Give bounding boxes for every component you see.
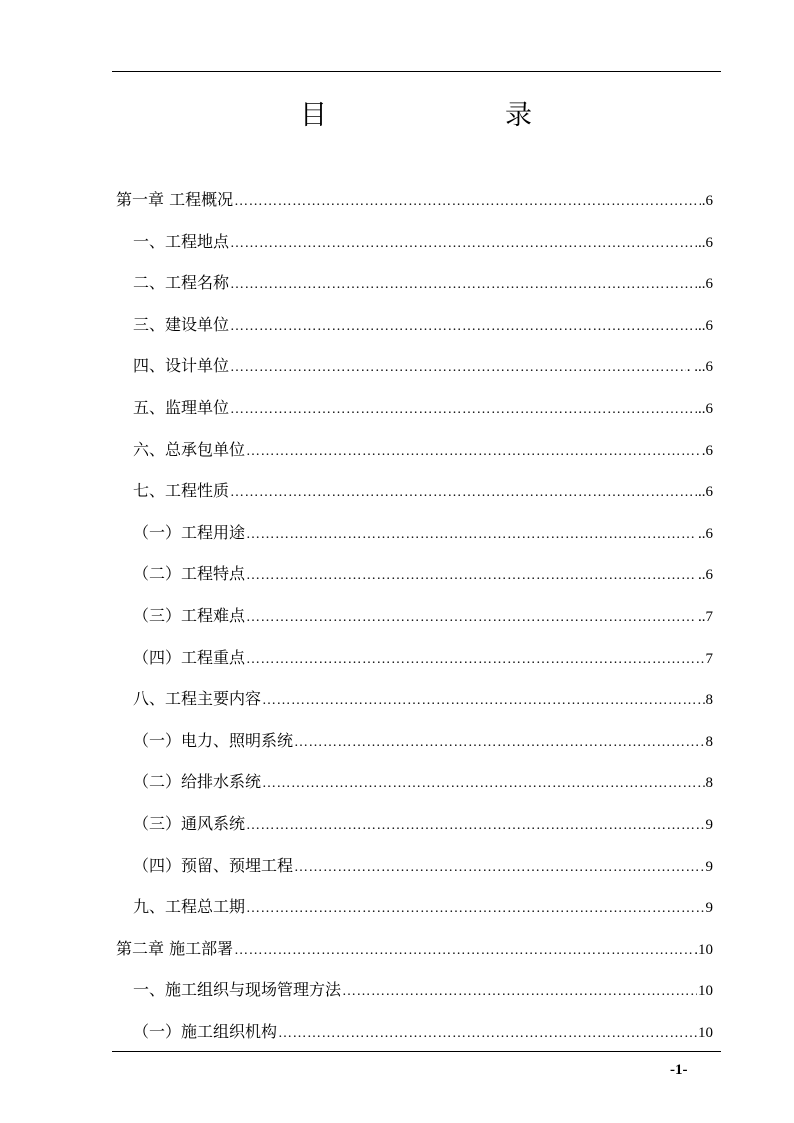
toc-entry[interactable] <box>133 604 713 628</box>
toc-entry-page: .6 <box>701 443 713 459</box>
toc-dot-leader <box>246 440 701 464</box>
toc-dot-leader <box>246 523 697 547</box>
toc-entry-title: 七、工程性质 <box>133 481 230 500</box>
toc-dot-leader <box>262 772 704 796</box>
toc-entry-page: .6 <box>701 193 713 209</box>
toc-entry[interactable] <box>133 479 713 503</box>
toc-entry-page: 8 <box>705 775 713 791</box>
toc-dot-leader <box>230 398 697 422</box>
toc-entry-page: ..7 <box>698 609 713 625</box>
toc-entry-title: 第二章 施工部署 <box>116 939 234 958</box>
toc-entry-page: .10 <box>694 942 713 958</box>
toc-dot-leader <box>230 356 686 380</box>
toc-dot-leader <box>342 980 697 1004</box>
toc-entry-title: （一）工程用途 <box>133 523 246 542</box>
toc-entry[interactable] <box>133 978 713 1002</box>
toc-dot-leader <box>246 648 704 672</box>
toc-dot-leader <box>246 814 704 838</box>
toc-entry-title: （一）施工组织机构 <box>133 1022 278 1041</box>
toc-entry[interactable] <box>133 854 713 878</box>
toc-entry[interactable] <box>133 646 713 670</box>
toc-dot-leader <box>234 939 693 963</box>
footer-rule <box>112 1051 721 1052</box>
toc-entry[interactable] <box>133 230 713 254</box>
toc-entry-page: ..6 <box>698 526 713 542</box>
toc-entry-title: 九、工程总工期 <box>133 897 246 916</box>
toc-entry[interactable] <box>133 354 713 378</box>
toc-entry-page: . ...6 <box>686 359 713 375</box>
toc-entry-page: ..6 <box>698 318 713 334</box>
toc-entry[interactable] <box>116 188 713 212</box>
toc-entry-title: 一、施工组织与现场管理方法 <box>133 980 342 999</box>
toc-dot-leader <box>246 897 704 921</box>
toc-dot-leader <box>234 190 701 214</box>
toc-entry-title: 第一章 工程概况 <box>116 190 234 209</box>
toc-entry-page: ..6 <box>698 567 713 583</box>
toc-dot-leader <box>246 606 697 630</box>
toc-dot-leader <box>294 856 704 880</box>
toc-entry-title: 六、总承包单位 <box>133 440 246 459</box>
toc-entry-title: 三、建设单位 <box>133 315 230 334</box>
toc-entry-page: 7 <box>705 651 713 667</box>
toc-dot-leader <box>230 232 697 256</box>
toc-entry-page: ..6 <box>698 484 713 500</box>
toc-dot-leader <box>230 273 697 297</box>
toc-entry-title: 八、工程主要内容 <box>133 689 262 708</box>
toc-entry-title: 五、监理单位 <box>133 398 230 417</box>
toc-entry-page: 8 <box>705 734 713 750</box>
toc-entry[interactable] <box>133 812 713 836</box>
toc-entry[interactable] <box>133 562 713 586</box>
toc-dot-leader <box>230 481 697 505</box>
toc-entry[interactable] <box>133 687 713 711</box>
toc-entry[interactable] <box>133 1020 713 1044</box>
toc-entry-page: 9 <box>705 817 713 833</box>
toc-entry[interactable] <box>133 521 713 545</box>
toc-dot-leader <box>262 689 704 713</box>
toc-entry[interactable] <box>133 396 713 420</box>
toc-entry-title: （三）通风系统 <box>133 814 246 833</box>
toc-entry-title: （一）电力、照明系统 <box>133 731 294 750</box>
toc-entry[interactable] <box>133 895 713 919</box>
toc-entry[interactable] <box>133 438 713 462</box>
toc-entry[interactable] <box>133 271 713 295</box>
toc-entry-title: 二、工程名称 <box>133 273 230 292</box>
header-rule <box>112 71 721 72</box>
toc-entry-title: （四）预留、预埋工程 <box>133 856 294 875</box>
toc-entry-page: ..6 <box>698 235 713 251</box>
toc-entry-title: 一、工程地点 <box>133 232 230 251</box>
toc-entry-title: （二）工程特点 <box>133 564 246 583</box>
toc-entry-page: 9 <box>705 900 713 916</box>
toc-entry-title: （三）工程难点 <box>133 606 246 625</box>
toc-entry[interactable] <box>133 729 713 753</box>
toc-dot-leader <box>278 1022 697 1046</box>
toc-dot-leader <box>294 731 704 755</box>
toc-entry-page: ..6 <box>698 401 713 417</box>
toc-title-char-2: 录 <box>505 100 532 131</box>
toc-entry-page: ..6 <box>698 276 713 292</box>
page-number: -1- <box>670 1062 688 1078</box>
toc-title-char-1: 目 <box>300 100 327 131</box>
toc-dot-leader <box>230 315 697 339</box>
toc-entry-title: （二）给排水系统 <box>133 772 262 791</box>
toc-entry[interactable] <box>116 937 713 961</box>
toc-entry[interactable] <box>133 313 713 337</box>
toc-entry[interactable] <box>133 770 713 794</box>
toc-entry-page: 10 <box>698 1025 713 1041</box>
toc-entry-page: 8 <box>705 692 713 708</box>
toc-entry-page: 9 <box>705 859 713 875</box>
toc-entry-title: （四）工程重点 <box>133 648 246 667</box>
toc-entry-title: 四、设计单位 <box>133 356 230 375</box>
toc-dot-leader <box>246 564 697 588</box>
toc-entry-page: 10 <box>698 983 713 999</box>
